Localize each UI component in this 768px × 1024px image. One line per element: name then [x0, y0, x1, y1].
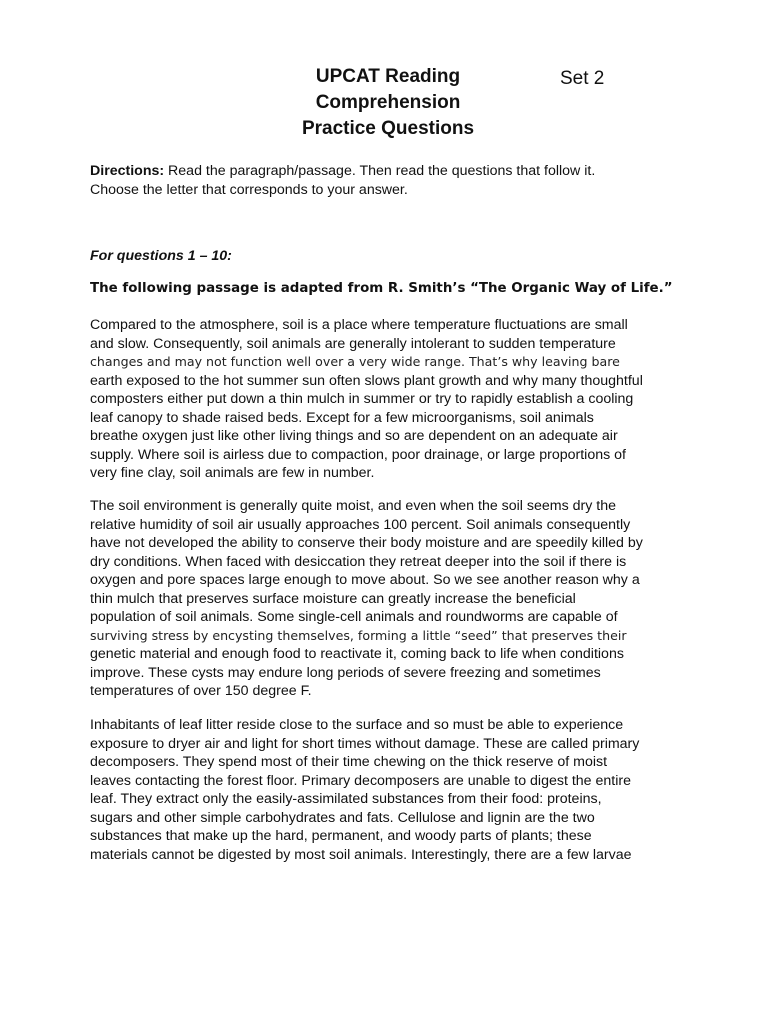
passage-paragraph-1 [90, 316, 690, 483]
paragraph-line: leaf canopy to shade raised beds. Except for a few microorganisms, soil animals [90, 409, 594, 426]
paragraph-line: composters either put down a thin mulch in summer or try to rapidly establish a cooling [90, 391, 634, 407]
paragraph-line: Inhabitants of leaf litter reside close to the surface and so must be able to experience [90, 717, 624, 733]
paragraph-line: materials cannot be digested by most soil animals. Interestingly, there are a few larvae [90, 846, 632, 863]
set-label: Set 2 [560, 68, 605, 89]
paragraph-line: temperatures of over 150 degree F. [90, 683, 312, 699]
questions-range-heading: For questions 1 – 10: [90, 248, 232, 264]
paragraph-line: very fine clay, soil animals are few in number. [90, 465, 375, 481]
paragraph-line: and slow. Consequently, soil animals are generally intolerant to sudden temperature [90, 335, 616, 352]
title-line-2: Comprehension [315, 92, 461, 113]
passage-source-note: The following passage is adapted from R. Smith’s “The Organic Way of Life.” [90, 281, 673, 296]
paragraph-line: improve. These cysts may endure long periods of severe freezing and sometimes [90, 664, 601, 681]
page-title [250, 64, 526, 142]
paragraph-line: breathe oxygen just like other living things and so are dependent on an adequate air [90, 428, 618, 444]
paragraph-line: leaves contacting the forest floor. Primary decomposers are unable to digest the entire [90, 772, 631, 789]
paragraph-line: thin mulch that preserves surface moisture can greatly increase the beneficial [90, 590, 576, 607]
directions-block [90, 162, 690, 199]
directions-text-line-1: Read the paragraph/passage. Then read the questions that follow it. [164, 163, 596, 179]
paragraph-line: sugars and other simple carbohydrates and fats. Cellulose and lignin are the two [90, 809, 595, 826]
paragraph-line: genetic material and enough food to reactivate it, coming back to life when conditions [90, 646, 624, 662]
directions-label: Directions: [90, 163, 165, 179]
paragraph-line: relative humidity of soil air usually approaches 100 percent. Soil animals consequently [90, 516, 631, 533]
title-line-1: UPCAT Reading [315, 66, 461, 87]
paragraph-line: dry conditions. When faced with desiccation they retreat deeper into the soil if there is [90, 553, 627, 570]
paragraph-line: surviving stress by encysting themselves, forming a little “seed” that preserves their [90, 627, 627, 643]
paragraph-line: earth exposed to the hot summer sun often slows plant growth and why many thoughtful [90, 372, 643, 389]
passage-paragraph-2 [90, 497, 690, 701]
paragraph-line: oxygen and pore spaces large enough to move about. So we see another reason why a [90, 572, 640, 588]
paragraph-line: population of soil animals. Some single-cell animals and roundworms are capable of [90, 609, 618, 625]
paragraph-line: have not developed the ability to conserve their body moisture and are speedily killed by [90, 535, 643, 551]
paragraph-line: The soil environment is generally quite moist, and even when the soil seems dry the [90, 498, 616, 514]
title-line-3: Practice Questions [301, 118, 475, 139]
paragraph-line: Compared to the atmosphere, soil is a place where temperature fluctuations are small [90, 317, 628, 333]
paragraph-line: substances that make up the hard, permanent, and woody parts of plants; these [90, 828, 592, 844]
directions-text-line-2: Choose the letter that corresponds to your answer. [90, 181, 408, 198]
paragraph-line: changes and may not function well over a very wide range. That’s why leaving bare [90, 354, 620, 369]
paragraph-line: supply. Where soil is airless due to compaction, poor drainage, or large proportions of [90, 446, 626, 463]
paragraph-line: exposure to dryer air and light for short times without damage. These are called primary [90, 735, 640, 752]
passage-paragraph-3 [90, 716, 690, 864]
paragraph-line: decomposers. They spend most of their time chewing on the thick reserve of moist [90, 754, 608, 770]
paragraph-line: leaf. They extract only the easily-assimilated substances from their food: proteins, [90, 791, 602, 807]
